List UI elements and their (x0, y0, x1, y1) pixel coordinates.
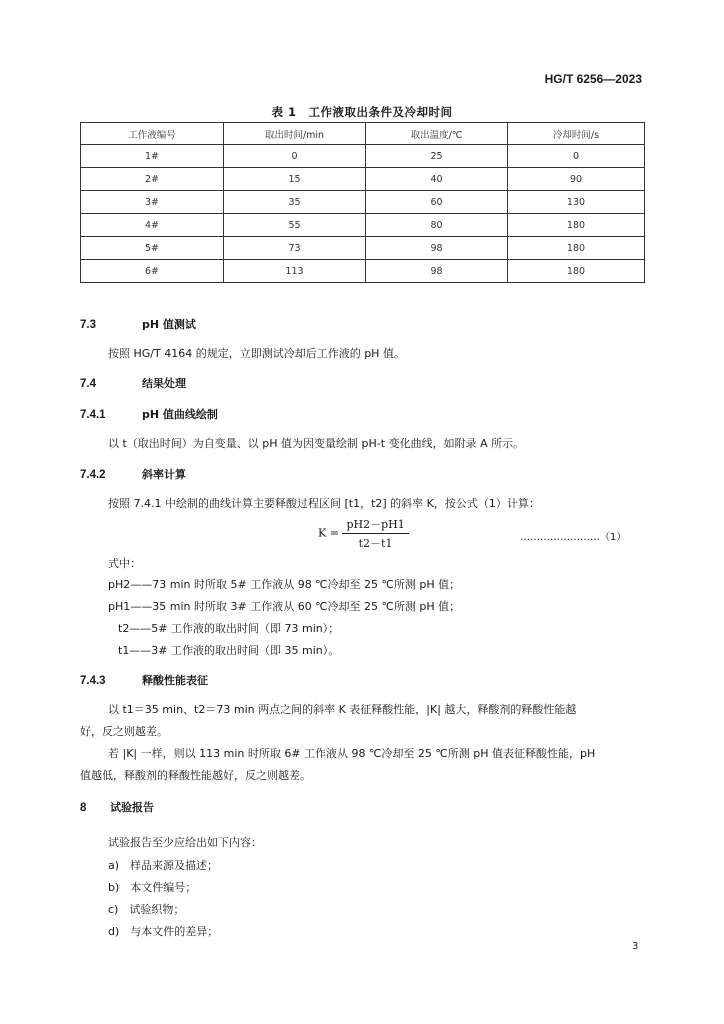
table-cell: 40 (366, 168, 508, 191)
table-cell: 98 (366, 237, 508, 260)
section-title: pH 值测试 (142, 318, 196, 331)
table-cell: 6# (81, 260, 224, 283)
table-row (81, 260, 645, 283)
table-cell: 80 (366, 214, 508, 237)
paragraph-line: 值越低，释酸剂的释酸性能越好，反之则越差。 (80, 769, 311, 782)
section-number: 7.4.2 (80, 469, 106, 481)
table-cell: 98 (366, 260, 508, 283)
section-7-4-1-heading (80, 406, 218, 422)
section-number: 8 (80, 802, 87, 814)
slope-formula (318, 516, 409, 551)
definition-item: t1——3# 工作液的取出时间（即 35 min）。 (118, 644, 340, 657)
section-7-4-heading (80, 375, 186, 391)
table-cell: 3# (81, 191, 224, 214)
table-cell: 73 (224, 237, 366, 260)
table-cell: 0 (508, 145, 645, 168)
table-cell: 130 (508, 191, 645, 214)
section-7-4-3-heading (80, 672, 208, 688)
section-title: pH 值曲线绘制 (142, 408, 218, 421)
section-title: 试验报告 (110, 801, 154, 814)
table-row (81, 168, 645, 191)
table-cell: 60 (366, 191, 508, 214)
table-row (81, 214, 645, 237)
formula-fraction (342, 516, 408, 551)
table-cell: 15 (224, 168, 366, 191)
table-cell: 35 (224, 191, 366, 214)
col-header: 取出温度/℃ (366, 123, 508, 145)
table-row (81, 191, 645, 214)
table-cell: 180 (508, 237, 645, 260)
formula-number: ……………………（1） (520, 532, 627, 543)
report-intro: 试验报告至少应给出如下内容： (108, 836, 262, 849)
col-header: 取出时间/min (224, 123, 366, 145)
paragraph-line: 好，反之则越差。 (80, 725, 168, 738)
section-title: 释酸性能表征 (142, 674, 208, 687)
section-number: 7.4 (80, 378, 96, 390)
section-number: 7.4.1 (80, 409, 106, 421)
table-cell: 2# (81, 168, 224, 191)
section-number: 7.3 (80, 319, 96, 331)
table-cell: 1# (81, 145, 224, 168)
section-title: 结果处理 (142, 377, 186, 390)
standard-number-header: HG/T 6256—2023 (544, 72, 642, 86)
section-number: 7.4.3 (80, 675, 106, 687)
table-row (81, 145, 645, 168)
col-header: 冷却时间/s (508, 123, 645, 145)
table-cell: 113 (224, 260, 366, 283)
table-cell: 55 (224, 214, 366, 237)
formula-denominator: t2－t1 (358, 537, 393, 550)
section-8-heading (80, 799, 154, 815)
table-cell: 180 (508, 214, 645, 237)
list-item: c) 试验织物； (108, 903, 185, 916)
definition-item: pH2——73 min 时所取 5# 工作液从 98 ℃冷却至 25 ℃所测 pH 值； (108, 578, 461, 591)
table-cell: 4# (81, 214, 224, 237)
col-header: 工作液编号 (81, 123, 224, 145)
section-title: 斜率计算 (142, 468, 186, 481)
paragraph-line: 以 t1＝35 min、t2＝73 min 两点之间的斜率 K 表征释酸性能，|K| 越大，释酸剂的释酸性能越 (108, 703, 577, 716)
section-7-3-body: 按照 HG/T 4164 的规定，立即测试冷却后工作液的 pH 值。 (108, 347, 405, 360)
paragraph-line: 若 |K| 一样，则以 113 min 时所取 6# 工作液从 98 ℃冷却至 25 ℃所测 pH 值表征释酸性能，pH (108, 747, 596, 760)
list-item: b) 本文件编号； (108, 881, 197, 894)
section-7-4-1-body: 以 t（取出时间）为自变量、以 pH 值为因变量绘制 pH-t 变化曲线，如附录 A 所示。 (108, 437, 525, 450)
list-item: a) 样品来源及描述； (108, 859, 219, 872)
section-7-4-2-heading (80, 466, 186, 482)
table-cell: 5# (81, 237, 224, 260)
section-7-3-heading (80, 316, 196, 332)
where-label: 式中： (108, 557, 141, 570)
table-caption: 表 1 工作液取出条件及冷却时间 (271, 105, 453, 119)
formula-lhs: K = (318, 526, 339, 540)
table-cell: 25 (366, 145, 508, 168)
table-cell: 180 (508, 260, 645, 283)
definition-item: t2——5# 工作液的取出时间（即 73 min）； (118, 622, 340, 635)
section-7-4-2-body: 按照 7.4.1 中绘制的曲线计算主要释酸过程区间 [t1，t2] 的斜率 K，按公式（1）计算： (108, 497, 540, 510)
list-item: d) 与本文件的差异； (108, 925, 219, 938)
table-cell: 0 (224, 145, 366, 168)
table-header-row (81, 123, 645, 145)
definition-item: pH1——35 min 时所取 3# 工作液从 60 ℃冷却至 25 ℃所测 pH 值； (108, 600, 461, 613)
formula-numerator: pH2－pH1 (342, 516, 408, 534)
conditions-table (80, 122, 645, 283)
table-cell: 90 (508, 168, 645, 191)
page-number: 3 (632, 941, 639, 952)
table-row (81, 237, 645, 260)
